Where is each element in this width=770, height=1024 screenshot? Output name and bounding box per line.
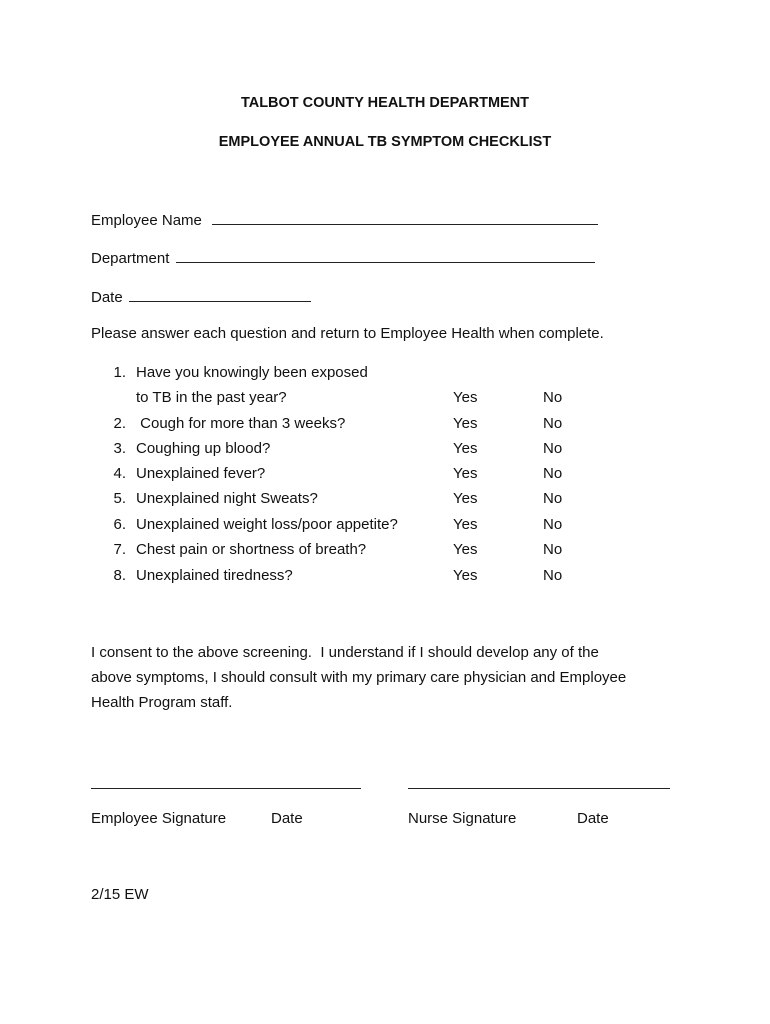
date-field[interactable] bbox=[91, 287, 311, 306]
question-3-no[interactable]: No bbox=[543, 440, 563, 457]
question-6-text: Unexplained weight loss/poor appetite? bbox=[136, 516, 398, 533]
question-2-text: Cough for more than 3 weeks? bbox=[136, 415, 346, 432]
form-revision-code: 2/15 EW bbox=[91, 886, 149, 903]
date-line[interactable] bbox=[129, 287, 311, 302]
question-2-number: 2. bbox=[113, 415, 126, 432]
question-1-number: 1. bbox=[113, 364, 126, 381]
question-3-yes[interactable]: Yes bbox=[453, 440, 478, 457]
employee-name-field[interactable] bbox=[91, 210, 598, 229]
question-8-number: 8. bbox=[113, 567, 126, 584]
employee-name-line[interactable] bbox=[212, 210, 598, 225]
question-8-text: Unexplained tiredness? bbox=[136, 567, 293, 584]
question-3-text: Coughing up blood? bbox=[136, 440, 271, 457]
consent-line-3: Health Program staff. bbox=[91, 694, 233, 711]
question-1-text-line1: Have you knowingly been exposed bbox=[136, 364, 368, 381]
question-4-no[interactable]: No bbox=[543, 465, 563, 482]
question-7-yes[interactable]: Yes bbox=[453, 541, 478, 558]
employee-date-label: Date bbox=[271, 810, 303, 827]
question-1-text-line2: to TB in the past year? bbox=[136, 389, 287, 406]
question-1-yes[interactable]: Yes bbox=[453, 389, 478, 406]
date-label: Date bbox=[91, 289, 123, 306]
question-1-no[interactable]: No bbox=[543, 389, 563, 406]
department-line[interactable] bbox=[176, 248, 595, 263]
department-label: Department bbox=[91, 250, 170, 267]
question-5-no[interactable]: No bbox=[543, 490, 563, 507]
question-7-number: 7. bbox=[113, 541, 126, 558]
employee-signature-line[interactable] bbox=[91, 788, 361, 789]
consent-line-1: I consent to the above screening. I understand if I should develop any of the bbox=[91, 644, 599, 661]
question-5-number: 5. bbox=[113, 490, 126, 507]
question-6-no[interactable]: No bbox=[543, 516, 563, 533]
question-8-yes[interactable]: Yes bbox=[453, 567, 478, 584]
nurse-signature-line[interactable] bbox=[408, 788, 670, 789]
question-6-number: 6. bbox=[113, 516, 126, 533]
form-title: TALBOT COUNTY HEALTH DEPARTMENT bbox=[240, 95, 530, 111]
question-4-text: Unexplained fever? bbox=[136, 465, 266, 482]
employee-name-label: Employee Name bbox=[91, 212, 202, 229]
nurse-date-label: Date bbox=[577, 810, 609, 827]
form-subtitle: EMPLOYEE ANNUAL TB SYMPTOM CHECKLIST bbox=[218, 134, 552, 150]
consent-line-2: above symptoms, I should consult with my primary care physician and Employee bbox=[91, 669, 627, 686]
question-7-no[interactable]: No bbox=[543, 541, 563, 558]
employee-signature-label: Employee Signature bbox=[91, 810, 227, 827]
nurse-signature-label: Nurse Signature bbox=[408, 810, 517, 827]
question-5-yes[interactable]: Yes bbox=[453, 490, 478, 507]
question-2-no[interactable]: No bbox=[543, 415, 563, 432]
question-5-text: Unexplained night Sweats? bbox=[136, 490, 318, 507]
question-4-yes[interactable]: Yes bbox=[453, 465, 478, 482]
instructions-text: Please answer each question and return to Employee Health when complete. bbox=[91, 325, 604, 342]
question-8-no[interactable]: No bbox=[543, 567, 563, 584]
question-4-number: 4. bbox=[113, 465, 126, 482]
question-2-yes[interactable]: Yes bbox=[453, 415, 478, 432]
question-7-text: Chest pain or shortness of breath? bbox=[136, 541, 367, 558]
question-3-number: 3. bbox=[113, 440, 126, 457]
question-6-yes[interactable]: Yes bbox=[453, 516, 478, 533]
department-field[interactable] bbox=[91, 248, 595, 267]
